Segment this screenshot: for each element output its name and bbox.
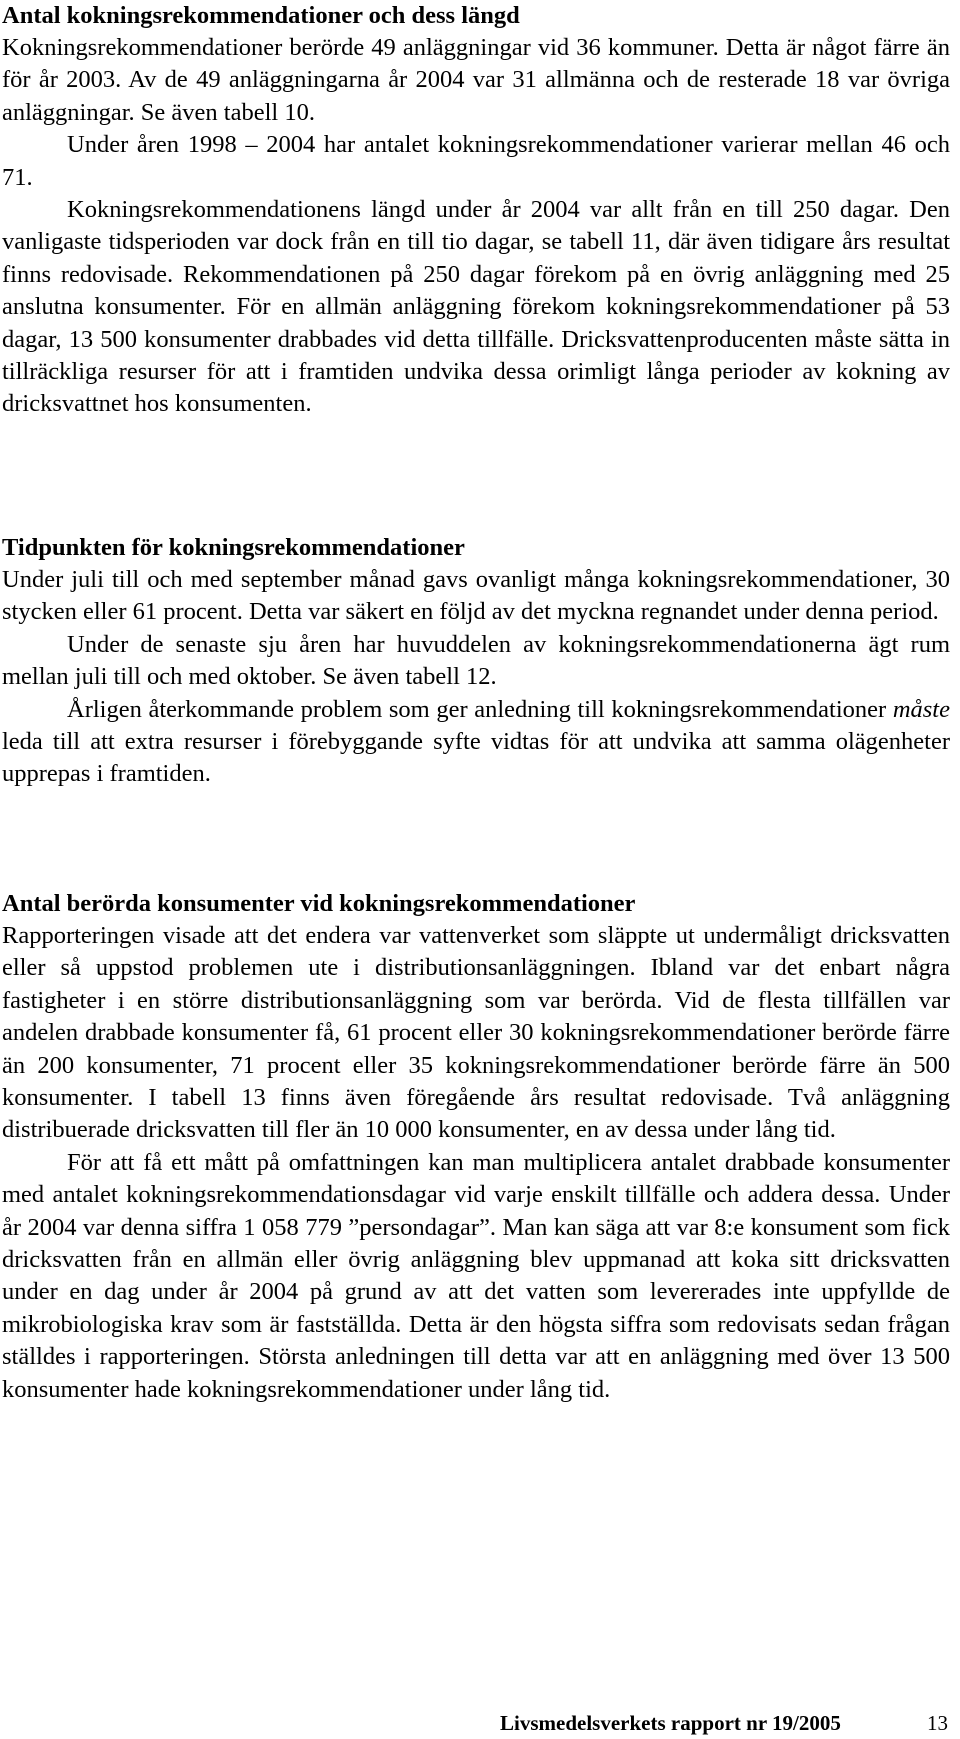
paragraph: Under de senaste sju åren har huvuddelen av kokningsrekommendationerna ägt rum mellan juli till och med oktober. Se även tabell 12. [2,630,950,691]
paragraph-text: leda till att extra resurser i förebyggande syfte vidtas för att undvika att samma olägenheter upprepas i framtiden. [2,728,950,788]
section-timing [2,532,950,791]
paragraph-text: Årligen återkommande problem som ger anledning till kokningsrekommendationer [67,695,893,723]
paragraph: Under åren 1998 – 2004 har antalet kokningsrekommendationer varierar mellan 46 och 71. [2,131,950,191]
section-heading: Antal berörda konsumenter vid kokningsrekommendationer [2,890,636,917]
paragraph [2,694,950,791]
paragraph: Kokningsrekommendationens längd under år 2004 var allt från en till 250 dagar. Den vanligaste tidsperioden var dock från en till tio dagar, se tabell 11, där även tidigare års resultat finns redovisade. Rekommendationen på 250 dagar förekom på en övrig anläggning med 25 anslutna konsumenter. För en allmän anläggning förekom kokningsrekommendationer på 53 dagar, 13 500 konsumenter drabbades vid detta tillfälle. Dricksvattenproducenten måste sätta in tillräckliga resurser för att i framtiden undvika dessa orimligt långa perioder av kokning av dricksvattnet hos konsumenten. [2,196,950,418]
section-heading: Antal kokningsrekommendationer och dess längd [2,2,520,29]
page-footer [0,1711,960,1735]
section-affected-consumers [2,888,950,1406]
paragraph: Under juli till och med september månad gavs ovanligt många kokningsrekommendationer, 30 stycken eller 61 procent. Detta var säkert en följd av det myckna regnandet under denna period. [2,566,950,626]
paragraph: Kokningsrekommendationer berörde 49 anläggningar vid 36 kommuner. Detta är något färre än för år 2003. Av de 49 anläggningarna år 2004 var 31 allmänna och de resterade 18 var övriga anläggningar. Se även tabell 10. [2,34,950,126]
page-number: 13 [927,1711,948,1735]
emphasis-text: måste [892,695,950,723]
section-cooking-recommendations-count [2,0,950,421]
report-title: Livsmedelsverkets rapport nr 19/2005 [500,1711,841,1735]
section-heading: Tidpunkten för kokningsrekommendationer [2,534,465,561]
paragraph: Rapporteringen visade att det endera var vattenverket som släppte ut undermåligt dricksvatten eller så uppstod problemen ute i distributionsanläggningen. Ibland var det enbart några fastigheter i en större distributionsanläggning som var berörda. Vid de flesta tillfällen var andelen drabbade konsumenter få, 61 procent eller 30 kokningsrekommendationer berörde färre än 200 konsumenter, 71 procent eller 35 kokningsrekommendationer berörde färre än 500 konsumenter. I tabell 13 finns även föregående års resultat redovisade. Två anläggning distribuerade dricksvatten till fler än 10 000 konsumenter, en av dessa under lång tid. [2,922,950,1144]
paragraph: För att få ett mått på omfattningen kan man multiplicera antalet drabbade konsumenter med antalet kokningsrekommendationsdagar vid varje enskilt tillfälle och addera dessa. Under år 2004 var denna siffra 1 058 779 ”persondagar”. Man kan säga att var 8:e konsument som fick dricksvatten från en allmän eller övrig anläggning blev uppmanad att koka sitt dricksvatten under en dag under år 2004 på grund av att det vatten som levererades inte uppfyllde de mikrobiologiska krav som är fastställda. Detta är den högsta siffra som redovisats sedan frågan ställdes i rapporteringen. Största anledningen till detta var att en anläggning med över 13 500 konsumenter hade kokningsrekommendationer under lång tid. [2,1148,950,1403]
